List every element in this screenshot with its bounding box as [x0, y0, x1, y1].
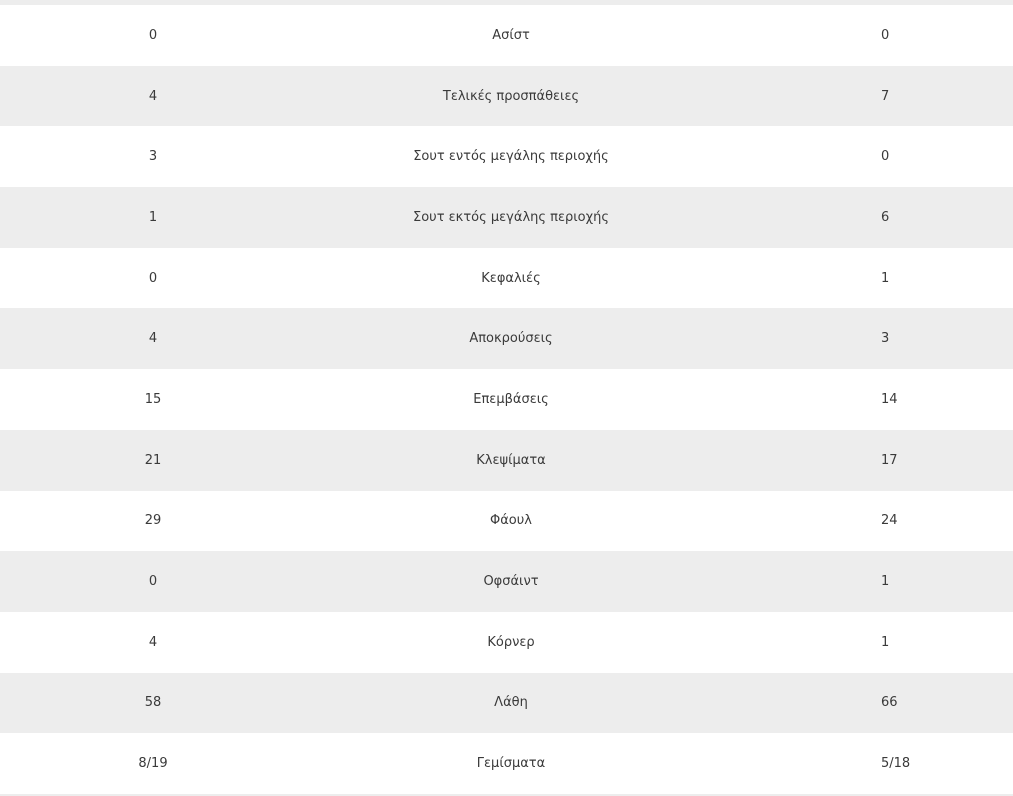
table-row: 4 Αποκρούσεις 3 — [0, 308, 1013, 369]
home-value: 0 — [148, 574, 158, 590]
table-row: 0 Κεφαλιές 1 — [0, 248, 1013, 309]
table-row: 58 Λάθη 66 — [0, 673, 1013, 734]
stat-label: Κεφαλιές — [481, 270, 541, 286]
home-value: 1 — [148, 209, 158, 225]
home-value: 4 — [148, 331, 158, 347]
table-row: 29 Φάουλ 24 — [0, 491, 1013, 552]
table-row: 21 Κλεψίματα 17 — [0, 430, 1013, 491]
home-value: 0 — [148, 270, 158, 286]
table-row: 4 Κόρνερ 1 — [0, 612, 1013, 673]
table-row: 1 Σουτ εκτός μεγάλης περιοχής 6 — [0, 187, 1013, 248]
stat-label: Οφσάιντ — [483, 574, 539, 590]
stat-label: Σουτ εκτός μεγάλης περιοχής — [413, 209, 609, 225]
table-row: 8/19 Γεμίσματα 5/18 — [0, 733, 1013, 794]
table-row: 15 Επεμβάσεις 14 — [0, 369, 1013, 430]
stat-label: Γεμίσματα — [476, 756, 546, 772]
stat-label: Σουτ εντός μεγάλης περιοχής — [413, 149, 609, 165]
table-row: 0 Ασίστ 0 — [0, 5, 1013, 66]
stat-label: Αποκρούσεις — [469, 331, 553, 347]
match-stats-table — [0, 5, 1013, 794]
home-value: 4 — [148, 634, 158, 650]
table-row: 0 Οφσάιντ 1 — [0, 551, 1013, 612]
stat-label: Φάουλ — [490, 513, 532, 529]
table-row: 3 Σουτ εντός μεγάλης περιοχής 0 — [0, 126, 1013, 187]
stat-label: Λάθη — [494, 695, 528, 711]
home-value: 8/19 — [138, 756, 168, 772]
home-value: 4 — [148, 88, 158, 104]
stat-label: Κόρνερ — [487, 634, 535, 650]
home-value: 3 — [148, 149, 158, 165]
home-value: 29 — [144, 513, 162, 529]
stat-label: Τελικές προσπάθειες — [442, 88, 580, 104]
home-value: 15 — [144, 391, 162, 407]
stat-label: Επεμβάσεις — [473, 391, 549, 407]
home-value: 58 — [144, 695, 162, 711]
table-row: 4 Τελικές προσπάθειες 7 — [0, 66, 1013, 127]
stat-label: Κλεψίματα — [476, 452, 546, 468]
home-value: 0 — [148, 27, 158, 43]
stat-label: Ασίστ — [492, 27, 530, 43]
home-value: 21 — [144, 452, 162, 468]
